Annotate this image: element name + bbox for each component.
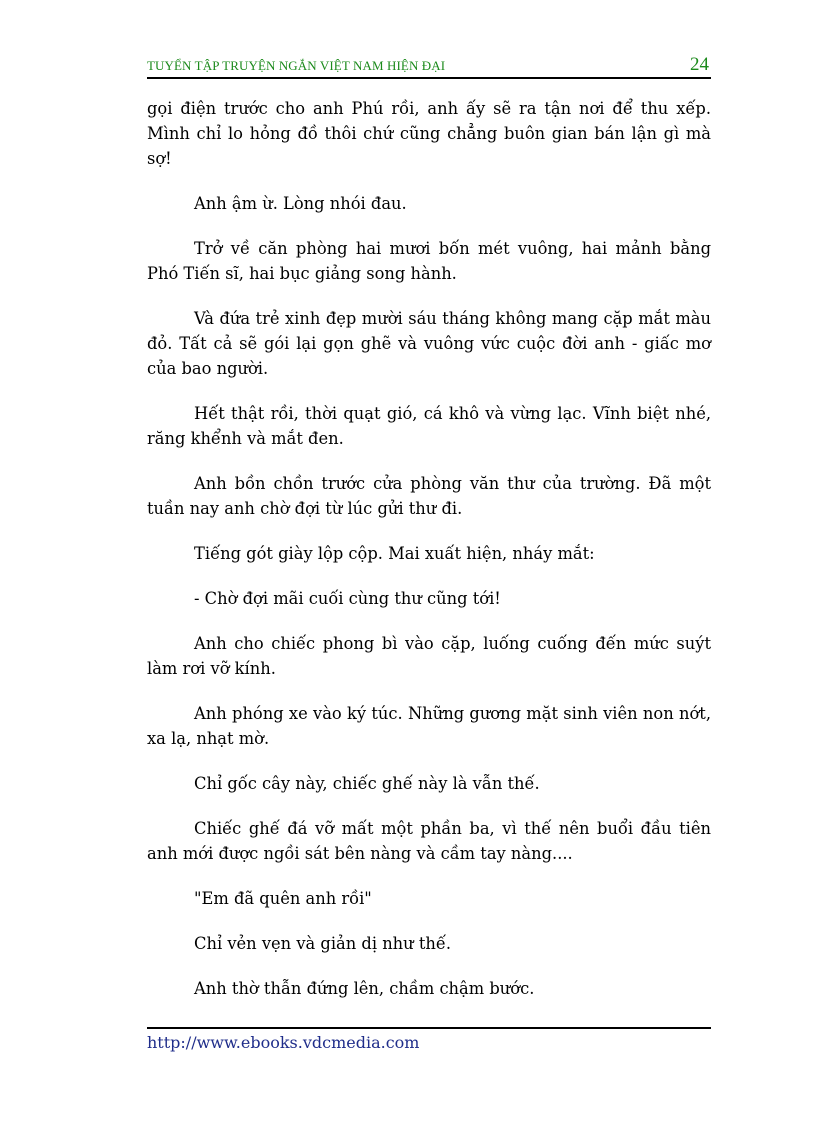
paragraph: - Chờ đợi mãi cuối cùng thư cũng tới! (194, 589, 501, 608)
paragraph: "Em đã quên anh rồi" (194, 889, 372, 908)
header-divider (147, 77, 711, 79)
paragraph: Chỉ gốc cây này, chiếc ghế này là vẫn thế. (194, 774, 540, 793)
footer-url-link[interactable]: http://www.ebooks.vdcmedia.com (147, 1033, 420, 1052)
paragraph: gọi điện trước cho anh Phú rồi, anh ấy sẽ ra tận nơi để thu xếp. Mình chỉ lo hỏng đồ thôi chứ cũng chẳng buôn gian bán lận gì mà sợ! (147, 99, 711, 168)
page-header (147, 54, 711, 78)
paragraph: Chiếc ghế đá vỡ mất một phần ba, vì thế nên buổi đầu tiên anh mới được ngồi sát bên nàng và cầm tay nàng.... (147, 819, 711, 863)
paragraph: Anh cho chiếc phong bì vào cặp, luống cuống đến mức suýt làm rơi vỡ kính. (147, 634, 711, 678)
paragraph: Anh thờ thẫn đứng lên, chầm chậm bước. (194, 979, 535, 998)
paragraph: Anh ậm ừ. Lòng nhói đau. (194, 194, 407, 213)
paragraph: Chỉ vẻn vẹn và giản dị như thế. (194, 934, 452, 953)
footer-divider (147, 1027, 711, 1029)
paragraph: Hết thật rồi, thời quạt gió, cá khô và vừng lạc. Vĩnh biệt nhé, răng khểnh và mắt đen. (147, 404, 711, 448)
story-text (147, 96, 711, 1021)
paragraph: Anh phóng xe vào ký túc. Những gương mặt sinh viên non nớt, xa lạ, nhạt mờ. (147, 704, 711, 748)
book-title: TUYỂN TẬP TRUYỆN NGẮN VIỆT NAM HIỆN ĐẠI (147, 58, 446, 73)
paragraph: Tiếng gót giày lộp cộp. Mai xuất hiện, nháy mắt: (194, 544, 595, 563)
page-number: 24 (690, 54, 709, 75)
paragraph: Anh bồn chồn trước cửa phòng văn thư của trường. Đã một tuần nay anh chờ đợi từ lúc gửi thư đi. (147, 474, 711, 518)
paragraph: Trở về căn phòng hai mươi bốn mét vuông, hai mảnh bằng Phó Tiến sĩ, hai bục giảng song hành. (147, 239, 711, 283)
paragraph: Và đứa trẻ xinh đẹp mười sáu tháng không mang cặp mắt màu đỏ. Tất cả sẽ gói lại gọn ghẽ và vuông vức cuộc đời anh - giấc mơ của bao người. (147, 309, 711, 378)
